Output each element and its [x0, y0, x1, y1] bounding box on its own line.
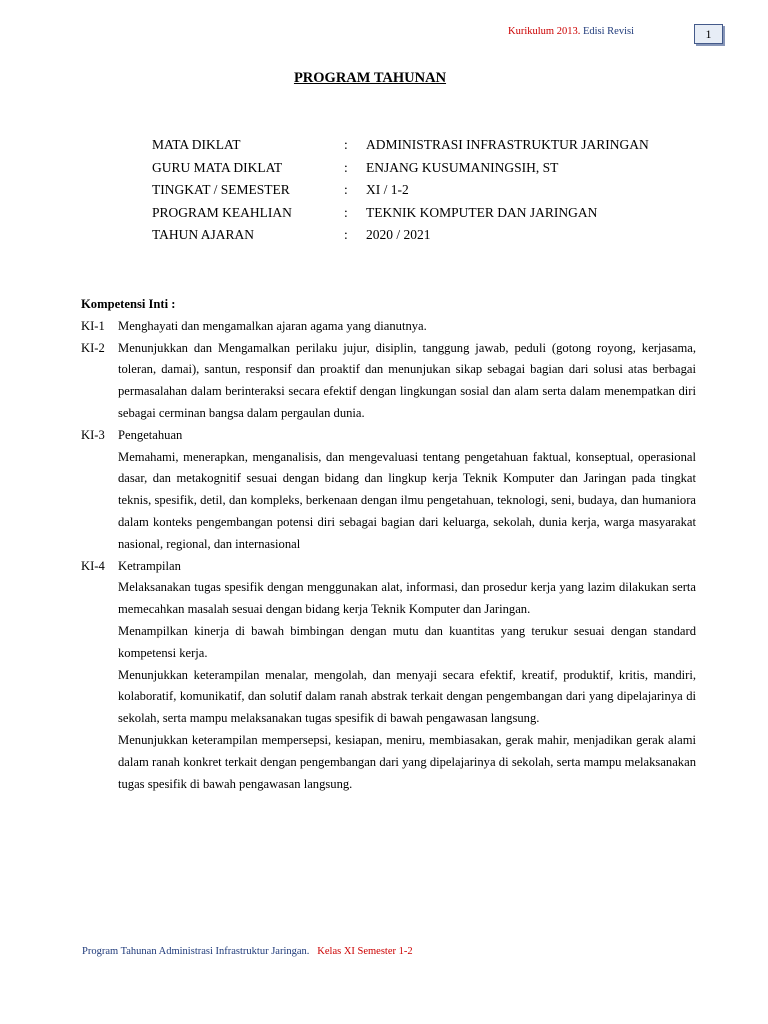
info-table — [152, 137, 649, 250]
info-value: ADMINISTRASI INFRASTRUKTUR JARINGAN — [366, 137, 649, 152]
page-title: PROGRAM TAHUNAN — [293, 70, 447, 86]
info-colon: : — [344, 182, 348, 197]
ki-number: KI-3 — [81, 427, 105, 442]
info-value: XI / 1-2 — [366, 182, 409, 197]
footer-class: Kelas XI Semester 1-2 — [317, 946, 413, 957]
kompetensi-heading: Kompetensi Inti : — [81, 297, 176, 311]
info-row-guru — [152, 160, 649, 183]
info-label: PROGRAM KEAHLIAN — [152, 204, 292, 220]
info-value: ENJANG KUSUMANINGSIH, ST — [366, 159, 559, 175]
edition-label: Edisi Revisi — [582, 26, 635, 37]
page-number-badge: 1 — [694, 24, 723, 44]
ki-paragraph: Melaksanakan tugas spesifik dengan menggunakan alat, informasi, dan prosedur kerja yang lazim dilakukan serta memecahkan masalah sesuai dengan bidang kerja Teknik Komputer dan Jaringan. — [118, 580, 696, 617]
info-value: 2020 / 2021 — [366, 227, 431, 242]
info-label: GURU MATA DIKLAT — [152, 159, 283, 175]
page-header — [508, 26, 634, 37]
ki-title: Pengetahuan — [118, 427, 183, 442]
ki-text: Menghayati dan mengamalkan ajaran agama yang dianutnya. — [118, 318, 427, 333]
info-row-tahun — [152, 227, 649, 250]
ki-text: Memahami, menerapkan, menganalisis, dan mengevaluasi tentang pengetahuan faktual, konseptual, operasional dasar, dan metakognitif sesuai dengan bidang dan lingkup kerja Teknik Komputer dan Jaringan pada tingkat teknis, spesifik, detil, dan kompleks, berkenaan dengan ilmu pengetahuan, teknologi, seni, budaya, dan humaniora dalam konteks pengembangan potensi diri sebagai bagian dari keluarga, sekolah, dunia kerja, warga masyarakat nasional, regional, dan internasional — [118, 449, 696, 551]
info-row-tingkat — [152, 182, 649, 205]
info-row-mata-diklat — [152, 137, 649, 160]
info-colon: : — [344, 137, 348, 152]
ki-number: KI-2 — [81, 340, 105, 355]
ki-number: KI-4 — [81, 558, 105, 573]
info-colon: : — [344, 227, 348, 242]
info-colon: : — [344, 204, 348, 220]
ki-paragraph: Menampilkan kinerja di bawah bimbingan dengan mutu dan kuantitas yang terukur sesuai dengan standard kompetensi kerja. — [118, 623, 696, 660]
ki-title: Ketrampilan — [118, 558, 181, 573]
kompetensi-inti-section — [81, 294, 696, 795]
ki-2 — [81, 338, 696, 425]
ki-3 — [81, 425, 696, 556]
ki-1 — [81, 316, 696, 338]
ki-body — [118, 338, 696, 425]
ki-body — [118, 425, 696, 556]
ki-4 — [81, 556, 696, 796]
info-row-program — [152, 205, 649, 228]
curriculum-label: Kurikulum 2013. — [508, 26, 581, 37]
info-label: TAHUN AJARAN — [152, 227, 255, 242]
ki-body — [118, 556, 696, 796]
info-colon: : — [344, 159, 348, 175]
ki-paragraph: Menunjukkan keterampilan menalar, mengolah, dan menyaji secara efektif, kreatif, produktif, kritis, mandiri, kolaboratif, komunikatif, dan solutif dalam ranah abstrak terkait dengan pengembangan dari yang dipelajarinya di sekolah, serta mampu melaksanakan tugas spesifik di bawah pengawasan langsung. — [118, 667, 696, 726]
info-label: TINGKAT / SEMESTER — [152, 182, 290, 197]
footer-program: Program Tahunan Administrasi Infrastruktur Jaringan. — [82, 946, 310, 957]
ki-number: KI-1 — [81, 318, 105, 333]
info-label: MATA DIKLAT — [152, 137, 241, 152]
page-footer — [82, 946, 413, 957]
ki-body — [118, 316, 696, 338]
info-value: TEKNIK KOMPUTER DAN JARINGAN — [366, 204, 598, 220]
ki-text: Menunjukkan dan Mengamalkan perilaku jujur, disiplin, tanggung jawab, peduli (gotong royong, kerjasama, toleran, damai), santun, responsif dan proaktif dan menunjukan sikap sebagai bagian dari solusi atas berbagai permasalahan dalam berinteraksi secara efektif dengan lingkungan sosial dan alam serta dalam menempatkan diri sebagai cerminan bangsa dalam pergaulan dunia. — [118, 340, 696, 420]
ki-paragraph: Menunjukkan keterampilan mempersepsi, kesiapan, meniru, membiasakan, gerak mahir, menjadikan gerak alami dalam ranah konkret terkait dengan pengembangan dari yang dipelajarinya di sekolah, serta mampu melaksanakan tugas spesifik di bawah pengawasan langsung. — [118, 732, 696, 791]
